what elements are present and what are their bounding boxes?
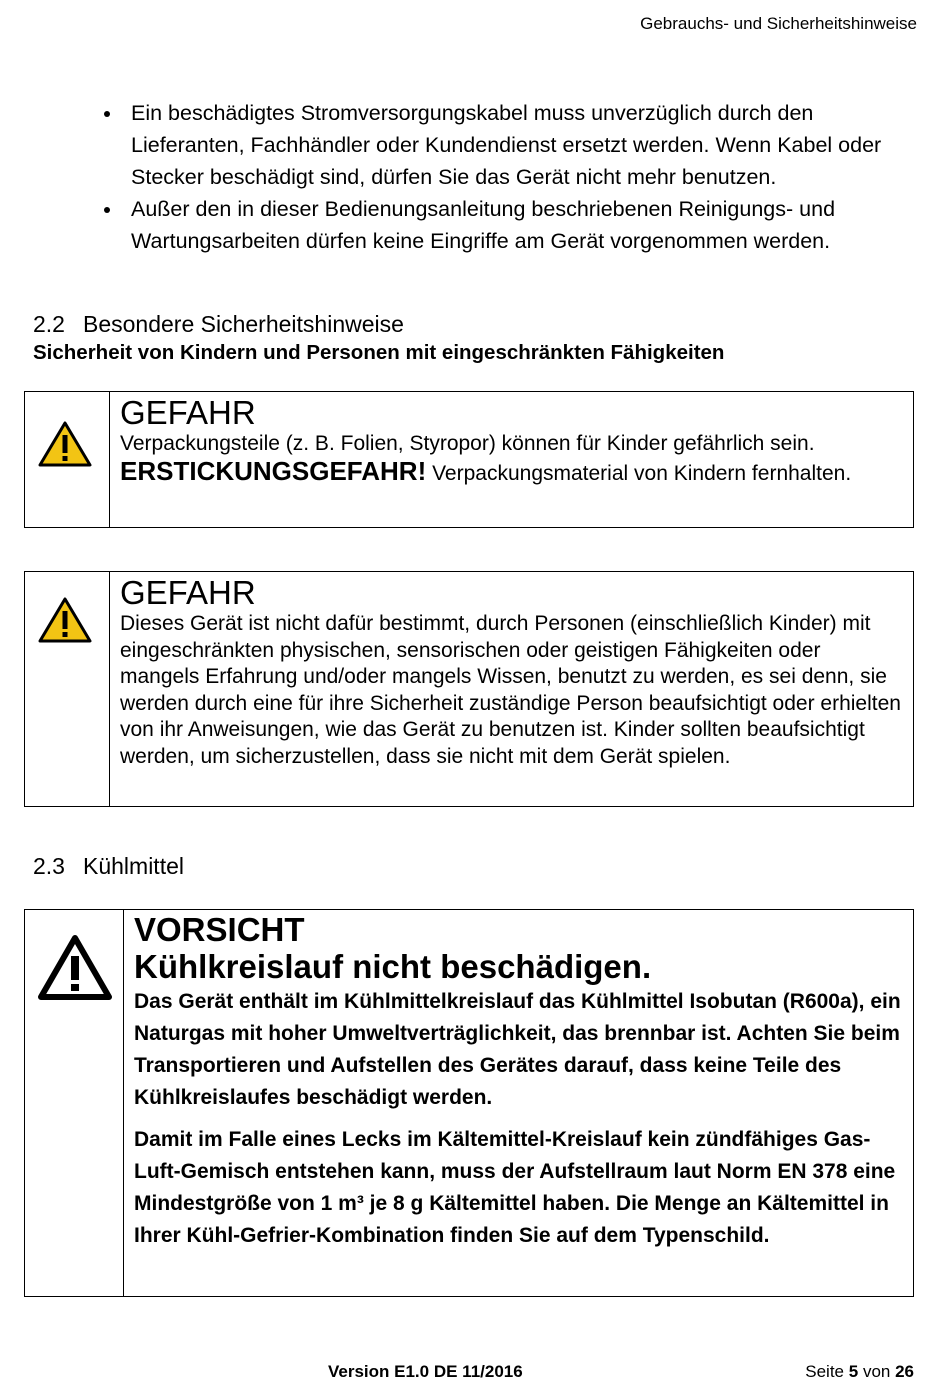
page-total: 26: [895, 1362, 914, 1381]
caution-paragraph-2: Damit im Falle eines Lecks im Kältemittel-Kreislauf kein zündfähiges Gas-Luft-Gemisch entstehen kann, muss der Aufstellraum laut Norm EN 378 eine Mindestgröße von 1 m³ je 8 g Kältemittel haben. Die Menge an Kältemittel in Ihrer Kühl-Gefrier-Kombination finden Sie auf dem Typenschild.: [134, 1128, 896, 1247]
danger-box-text: [110, 392, 859, 527]
section-heading-2-2: [33, 311, 404, 338]
section-number: 2.2: [33, 311, 65, 337]
warning-triangle-icon: [37, 420, 93, 468]
section-title: Besondere Sicherheitshinweise: [83, 311, 404, 337]
footer-page-number: [805, 1362, 914, 1382]
danger-line-2: [120, 455, 852, 488]
section-subtitle: Sicherheit von Kindern und Personen mit eingeschränkten Fähigkeiten: [33, 341, 725, 364]
section-heading-2-3: [33, 853, 184, 880]
page-suffix: von: [858, 1362, 896, 1381]
list-item: [100, 193, 900, 257]
danger-emphasis: ERSTICKUNGSGEFAHR!: [120, 455, 427, 486]
caution-headline: Kühlkreislauf nicht beschädigen.: [134, 948, 652, 985]
icon-cell: [25, 572, 110, 806]
header-title: Gebrauchs- und Sicherheitshinweise: [640, 14, 917, 33]
bullet-dot-icon: [104, 111, 110, 117]
caution-box-text: [124, 910, 913, 1296]
danger-label: GEFAHR: [120, 394, 256, 431]
caution-paragraph-1: Das Gerät enthält im Kühlmittelkreislauf das Kühlmittel Isobutan (R600a), ein Naturgas mit hoher Umweltverträglichkeit, das brennbar ist. Achten Sie beim Transportieren und Aufstellen des Gerätes darauf, dass keine Teile des Kühlkreislaufes beschädigt werden.: [134, 990, 901, 1109]
bullet-dot-icon: [104, 207, 110, 213]
danger-box-text: [110, 572, 913, 806]
caution-box-refrigerant: [24, 909, 914, 1297]
danger-text: Dieses Gerät ist nicht dafür bestimmt, durch Personen (einschließlich Kinder) mit eingeschränkten physischen, sensorischen oder geistigen Fähigkeiten oder mangels Erfahrung und/oder mangels Wissen, benutzt zu werden, es sei denn, sie werden durch eine für ihre Sicherheit zuständige Person beaufsichtigt oder erhielten von ihr Anweisungen, wie das Gerät zu benutzen ist. Kinder sollten beaufsichtigt werden, um sicherzustellen, dass sie nicht mit dem Gerät spielen.: [120, 612, 901, 768]
icon-cell: [25, 392, 110, 527]
warning-triangle-icon: [37, 596, 93, 644]
list-item-text: Ein beschädigtes Stromversorgungskabel muss unverzüglich durch den Lieferanten, Fachhändler oder Kundendienst ersetzt werden. Wenn Kabel oder Stecker beschädigt sind, dürfen Sie das Gerät nicht mehr benutzen.: [131, 101, 882, 189]
page-prefix: Seite: [805, 1362, 849, 1381]
danger-line-2-text: Verpackungsmaterial von Kindern fernhalten.: [426, 461, 852, 485]
caution-triangle-icon: [37, 934, 113, 1002]
page-current: 5: [848, 1362, 859, 1381]
section-number: 2.3: [33, 853, 65, 879]
list-item-text: Außer den in dieser Bedienungsanleitung beschriebenen Reinigungs- und Wartungsarbeiten dürfen keine Eingriffe am Gerät vorgenommen werden.: [131, 197, 836, 253]
danger-box-packaging: [24, 391, 914, 528]
bullet-list: [100, 97, 900, 257]
danger-line-1: Verpackungsteile (z. B. Folien, Styropor) können für Kinder gefährlich sein.: [120, 432, 815, 455]
danger-box-persons: [24, 571, 914, 807]
danger-label: GEFAHR: [120, 574, 256, 611]
footer-version: Version E1.0 DE 11/2016: [328, 1362, 523, 1381]
caution-label: VORSICHT: [134, 911, 305, 948]
list-item: [100, 97, 900, 193]
icon-cell: [25, 910, 124, 1296]
section-title: Kühlmittel: [83, 853, 184, 879]
